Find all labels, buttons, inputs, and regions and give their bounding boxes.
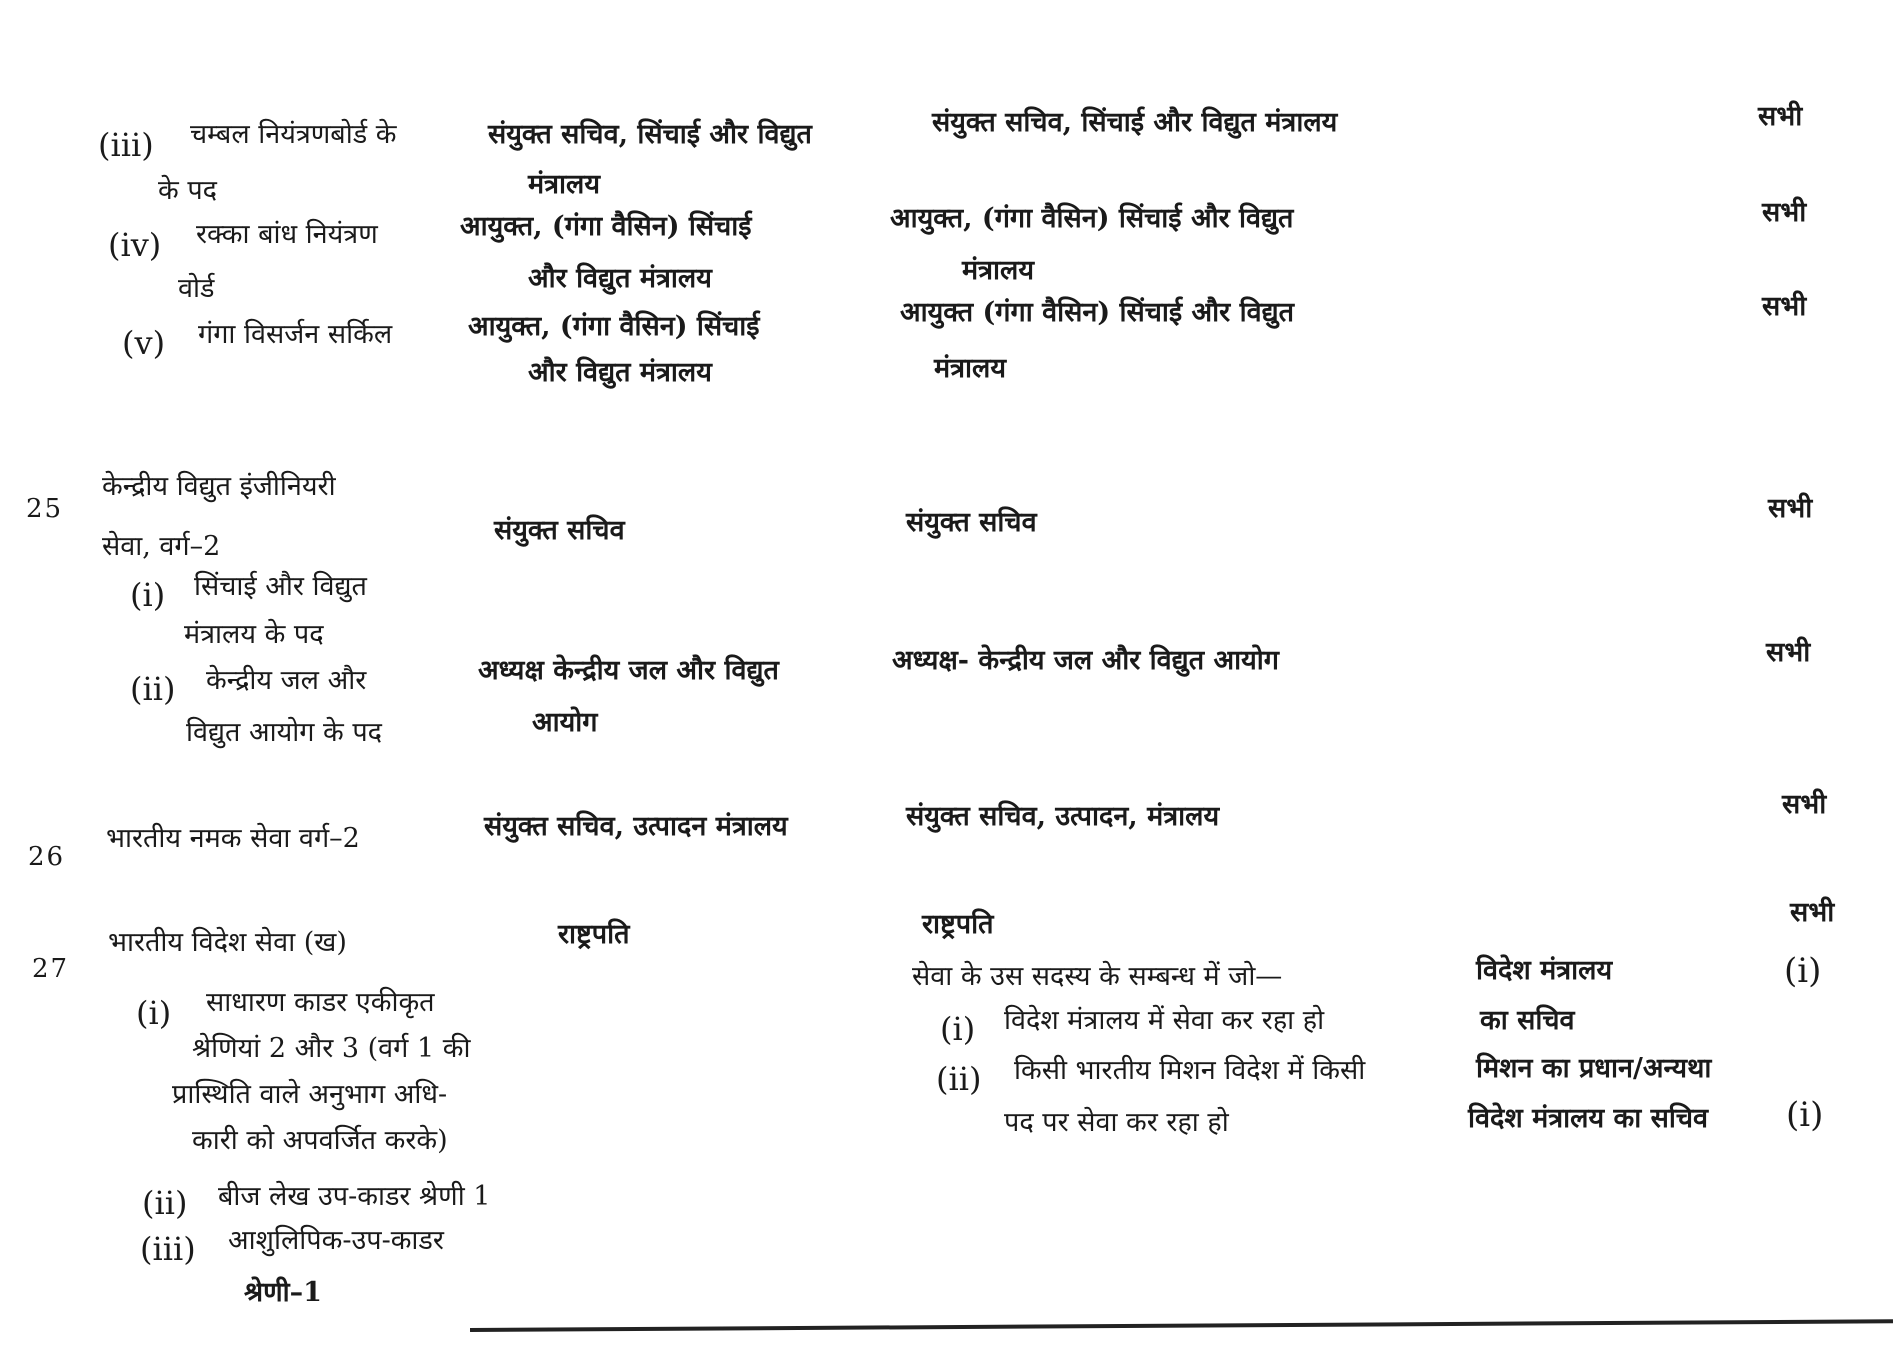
item-number: 27 — [32, 954, 70, 984]
clause-ref: (i) — [1786, 1095, 1824, 1135]
condition-number: (ii) — [936, 1060, 982, 1098]
applies-to: सभी — [1766, 637, 1811, 668]
authority-col3: संयुक्त सचिव, उत्पादन मंत्रालय — [484, 811, 788, 842]
authority-col3: राष्ट्रपति — [558, 919, 630, 950]
condition-text-cont: पद पर सेवा कर रहा हो — [1004, 1107, 1229, 1138]
sub-number: (i) — [130, 576, 166, 614]
service-name: भारतीय विदेश सेवा (ख) — [108, 927, 347, 958]
service-name: चम्बल नियंत्रणबोर्ड के — [190, 119, 397, 150]
authority-col3: आयुक्त, (गंगा वैसिन) सिंचाई — [468, 311, 760, 342]
item-number: (iii) — [98, 126, 154, 164]
sub-name-cont: मंत्रालय के पद — [184, 619, 324, 650]
service-name: केन्द्रीय विद्युत इंजीनियरी — [102, 471, 336, 502]
service-name: रक्का बांध नियंत्रण — [196, 219, 378, 250]
authority-col4: संयुक्त सचिव, उत्पादन, मंत्रालय — [906, 801, 1220, 832]
sub-name-cont: श्रेणी–1 — [244, 1277, 322, 1308]
sub-number: (iii) — [140, 1230, 196, 1268]
service-name: गंगा विसर्जन सर्किल — [198, 319, 393, 350]
authority-col5: मिशन का प्रधान/अन्यथा — [1476, 1053, 1712, 1084]
authority-col4-cont: मंत्रालय — [934, 353, 1007, 384]
service-name-cont: सेवा, वर्ग–2 — [102, 531, 221, 562]
authority-col3: अध्यक्ष केन्द्रीय जल और विद्युत — [478, 655, 779, 686]
item-number: 25 — [26, 494, 64, 524]
condition-number: (i) — [940, 1010, 976, 1048]
service-name: भारतीय नमक सेवा वर्ग–2 — [106, 823, 360, 854]
sub-name: सिंचाई और विद्युत — [194, 571, 367, 602]
authority-col4: आयुक्त, (गंगा वैसिन) सिंचाई और विद्युत — [890, 203, 1294, 234]
applies-to: सभी — [1762, 197, 1807, 228]
applies-to: सभी — [1790, 897, 1835, 928]
sub-name: केन्द्रीय जल और — [206, 665, 367, 696]
service-name-cont: के पद — [158, 175, 217, 206]
sub-name-cont: श्रेणियां 2 और 3 (वर्ग 1 की — [192, 1033, 471, 1064]
authority-col4: राष्ट्रपति — [922, 909, 994, 940]
authority-col3-cont: मंत्रालय — [528, 169, 601, 200]
sub-name-cont: विद्युत आयोग के पद — [186, 717, 383, 748]
service-name-cont: वोर्ड — [178, 273, 215, 304]
sub-name-cont: प्रास्थिति वाले अनुभाग अधि- — [172, 1079, 448, 1110]
condition-text: किसी भारतीय मिशन विदेश में किसी — [1014, 1055, 1366, 1086]
authority-col4: आयुक्त (गंगा वैसिन) सिंचाई और विद्युत — [900, 297, 1295, 328]
applies-to: सभी — [1782, 789, 1827, 820]
authority-col4: संयुक्त सचिव — [906, 507, 1037, 538]
applies-to: सभी — [1762, 291, 1807, 322]
applies-to: सभी — [1768, 493, 1813, 524]
authority-col5: विदेश मंत्रालय — [1476, 955, 1613, 986]
sub-name-cont: कारी को अपवर्जित करके) — [192, 1125, 448, 1156]
authority-col3-cont: आयोग — [532, 707, 598, 738]
clause-ref: (i) — [1784, 951, 1822, 991]
authority-col3: आयुक्त, (गंगा वैसिन) सिंचाई — [460, 211, 752, 242]
condition-text: विदेश मंत्रालय में सेवा कर रहा हो — [1004, 1005, 1325, 1036]
authority-col3-cont: और विद्युत मंत्रालय — [528, 263, 712, 294]
page-bottom-rule — [470, 1319, 1893, 1332]
authority-col5-cont: विदेश मंत्रालय का सचिव — [1468, 1103, 1709, 1134]
authority-col3: संयुक्त सचिव — [494, 515, 625, 546]
sub-number: (ii) — [130, 670, 176, 708]
authority-col4-cont: मंत्रालय — [962, 255, 1035, 286]
applies-to: सभी — [1758, 101, 1803, 132]
authority-col4: अध्यक्ष- केन्द्रीय जल और विद्युत आयोग — [892, 645, 1279, 676]
authority-col5-cont: का सचिव — [1480, 1005, 1575, 1036]
item-number: (iv) — [108, 226, 162, 264]
condition-intro: सेवा के उस सदस्य के सम्बन्ध में जो— — [912, 961, 1283, 992]
sub-number: (ii) — [142, 1184, 188, 1222]
sub-name: बीज लेख उप-काडर श्रेणी 1 — [218, 1181, 491, 1212]
sub-name: साधारण काडर एकीकृत — [206, 987, 435, 1018]
authority-col3-cont: और विद्युत मंत्रालय — [528, 357, 712, 388]
item-number: (v) — [122, 324, 166, 362]
sub-name: आशुलिपिक-उप-काडर — [228, 1225, 444, 1256]
item-number: 26 — [28, 842, 66, 872]
authority-col4: संयुक्त सचिव, सिंचाई और विद्युत मंत्रालय — [932, 107, 1338, 138]
sub-number: (i) — [136, 994, 172, 1032]
authority-col3: संयुक्त सचिव, सिंचाई और विद्युत — [488, 119, 812, 150]
